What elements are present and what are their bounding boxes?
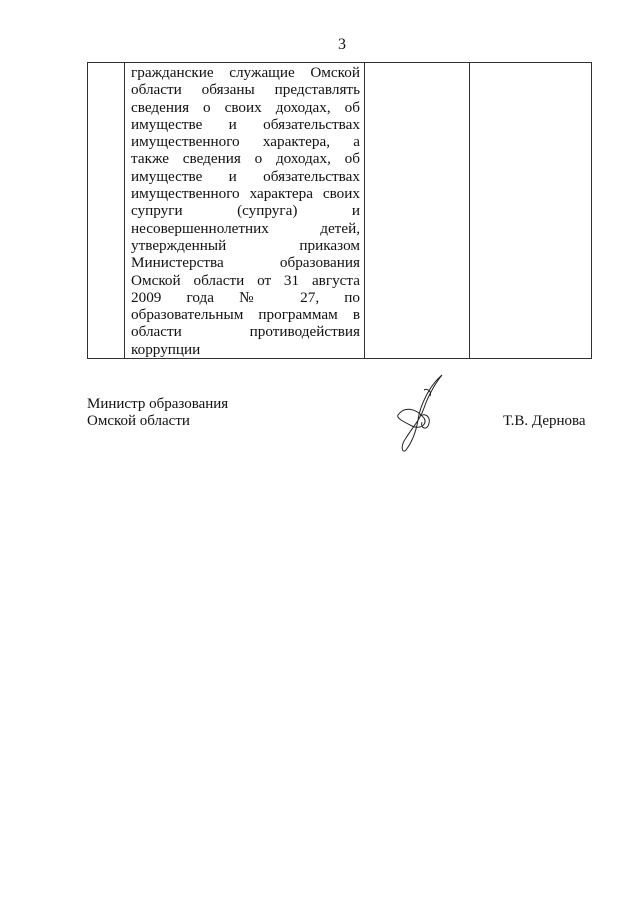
position-line: Омской области <box>87 413 190 429</box>
cell-text-line: коррупции <box>131 340 201 358</box>
cell-text-line: области противодействия <box>131 323 360 341</box>
cell-text-line: имущественного характера своих <box>131 185 360 203</box>
cell-text-line: утвержденный приказом <box>131 236 360 254</box>
table-cell-description <box>125 63 365 359</box>
cell-text-line: Омской области от 31 августа <box>131 271 360 289</box>
cell-text-line: имуществе и обязательствах <box>131 115 360 133</box>
cell-text-line: области обязаны представлять <box>131 81 360 99</box>
cell-text-line: супруги (супруга) и <box>131 202 360 220</box>
cell-text <box>125 63 364 358</box>
table-cell-empty <box>470 63 592 359</box>
table-row <box>88 63 592 359</box>
cell-text-line: 2009 года № 27, по <box>131 288 360 306</box>
document-table <box>87 62 592 359</box>
handwritten-signature <box>390 370 460 455</box>
cell-text-line: имущественного характера, а <box>131 133 360 151</box>
page-number: 3 <box>338 36 346 53</box>
position-line: Министр образования <box>87 396 229 412</box>
signatory-name: Т.В. Дернова <box>503 413 586 429</box>
cell-text-line: также сведения о доходах, об <box>131 150 360 168</box>
cell-text-line: имуществе и обязательствах <box>131 167 360 185</box>
signatory-position <box>87 396 228 430</box>
cell-text-line: Министерства образования <box>131 254 360 272</box>
cell-text-line: несовершеннолетних детей, <box>131 219 360 237</box>
cell-text-line: сведения о своих доходах, об <box>131 98 360 116</box>
table-cell-empty <box>365 63 470 359</box>
table-cell-number <box>88 63 125 359</box>
cell-text-line: гражданские служащие Омской <box>131 64 360 81</box>
cell-text-line: образовательным программам в <box>131 306 360 324</box>
